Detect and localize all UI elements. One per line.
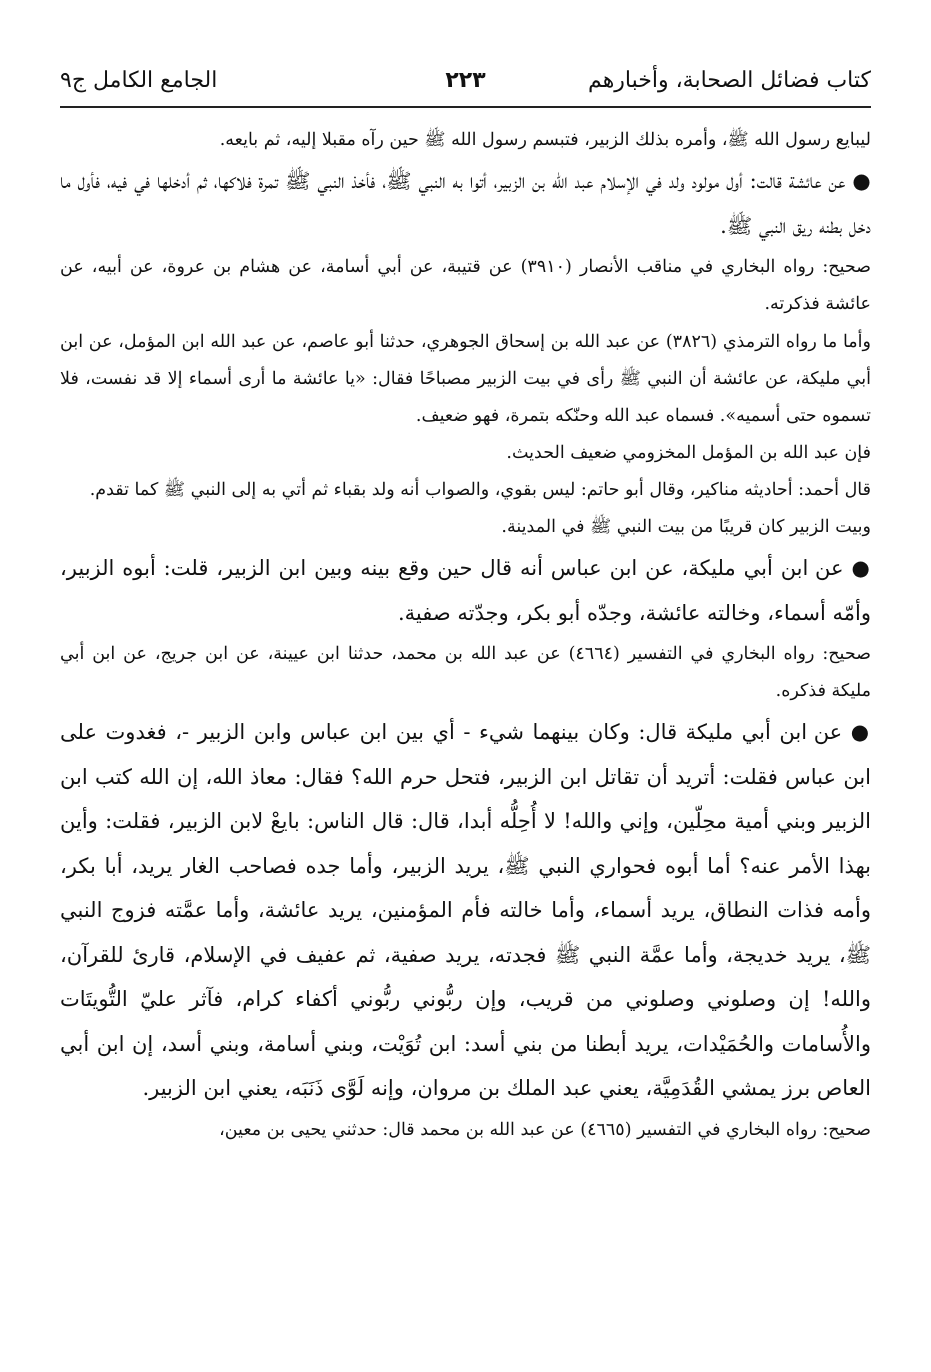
header-divider: [60, 106, 871, 108]
hadith-paragraph: [60, 710, 871, 1111]
hadith-paragraph: [60, 159, 871, 248]
paragraph-text: صحيح: رواه البخاري في التفسير (٤٦٦٥) عن عبد الله بن محمد قال: حدثني يحيى بن معين،: [219, 1119, 871, 1140]
chapter-title: كتاب فضائل الصحابة، وأخبارهم: [588, 68, 871, 93]
bullet-icon: ●: [851, 556, 872, 580]
commentary-paragraph: [60, 472, 871, 509]
bullet-icon: ●: [852, 169, 871, 193]
commentary-paragraph: [60, 509, 871, 546]
hadith-paragraph: [60, 546, 871, 635]
takhrij-paragraph: [60, 1112, 871, 1149]
paragraph-text: عن ابن أبي مليكة، عن ابن عباس أنه قال حين وقع بينه وبين ابن الزبير، قلت: أبوه الزبير، وأمّه أسماء، وخالته عائشة، وجدّه أبو بكر، وجدّته صفية.: [60, 556, 871, 625]
paragraph-text: قال أحمد: أحاديثه مناكير، وقال أبو حاتم: ليس بقوي، والصواب أنه ولد بقباء ثم أتي به إلى النبي ﷺ كما تقدم.: [89, 480, 871, 500]
paragraph-text: صحيح: رواه البخاري في التفسير (٤٦٦٤) عن عبد الله بن محمد، حدثنا ابن عيينة، عن ابن جريج، عن ابن أبي مليكة فذكره.: [60, 644, 871, 701]
page-number: ٢٢٣: [445, 68, 486, 93]
takhrij-paragraph: [60, 249, 871, 323]
paragraph-text: وأما ما رواه الترمذي (٣٨٢٦) عن عبد الله بن إسحاق الجوهري، حدثنا أبو عاصم، عن عبد الله ابن المؤمل، عن ابن أبي مليكة، عن عائشة أن النبي ﷺ رأى في بيت الزبير مصباحًا فقال: «يا عائشة ما أرى أسماء إلا قد نفست، فلا تسموه حتى أسميه». فسماه عبد الله وحنّكه بتمرة، فهو ضعيف.: [60, 332, 871, 426]
paragraph-text: ليبايع رسول الله ﷺ، وأمره بذلك الزبير، فتبسم رسول الله ﷺ حين رآه مقبلا إليه، ثم بايعه.: [219, 130, 871, 150]
paragraph-text: وبيت الزبير كان قريبًا من بيت النبي ﷺ في المدينة.: [501, 517, 871, 537]
paragraph-text: عن عائشة قالت: أول مولود ولد في الإسلام عبد الله بن الزبير، أتوا به النبي ﷺ، فأخذ النبي ﷺ تمرة فلاكها، ثم أدخلها في فيه، فأول ما دخل بطنه ريق النبي ﷺ.: [60, 169, 871, 238]
commentary-paragraph: [60, 324, 871, 435]
page-body: [60, 122, 871, 1149]
continuation-paragraph: [60, 122, 871, 159]
paragraph-text: عن ابن أبي مليكة قال: وكان بينهما شيء - أي بين ابن عباس وابن الزبير -، فغدوت على ابن عباس فقلت: أتريد أن تقاتل ابن الزبير، فتحل حرم الله؟ فقال: معاذ الله، إن الله كتب ابن الزبير وبني أمية محِلّين، وإني والله! لا أُحِلُّه أبدا، قال: قال الناس: بايعْ لابن الزبير، فقلت: وأين بهذا الأمر عنه؟ أما أبوه فحواري النبي ﷺ، يريد الزبير، وأما جده فصاحب الغار يريد، أبا بكر، وأمه فذات النطاق، يريد أسماء، وأما خالته فأم المؤمنين، يريد عائشة، وأما عمَّته فزوج النبي ﷺ، يريد خديجة، وأما عمَّة النبي ﷺ فجدته، يريد صفية، ثم عفيف في الإسلام، قارئ للقرآن، والله! إن وصلوني وصلوني من قريب، وإن ربُّوني ربُّوني أكفاء كرام، فآثر عليّ التُّويتَات والأُسامات والحُمَيْدات، يريد أبطنا من بني أسد: ابن تُوَيْت، وبني أسامة، وبني أسد، إن ابن أبي العاص برز يمشي القُدَمِيَّة، يعني عبد الملك بن مروان، وإنه لَوَّى ذَنَبَه، يعني ابن الزبير.: [60, 720, 871, 1100]
commentary-paragraph: [60, 435, 871, 472]
bullet-icon: ●: [850, 720, 871, 744]
takhrij-paragraph: [60, 636, 871, 710]
running-header: [60, 62, 871, 106]
paragraph-text: فإن عبد الله بن المؤمل المخزومي ضعيف الحديث.: [506, 443, 871, 463]
book-title: الجامع الكامل ج٩: [60, 68, 218, 93]
paragraph-text: صحيح: رواه البخاري في مناقب الأنصار (٣٩١٠) عن قتيبة، عن أبي أسامة، عن هشام بن عروة، عن أبيه، عن عائشة فذكرته.: [60, 257, 871, 314]
